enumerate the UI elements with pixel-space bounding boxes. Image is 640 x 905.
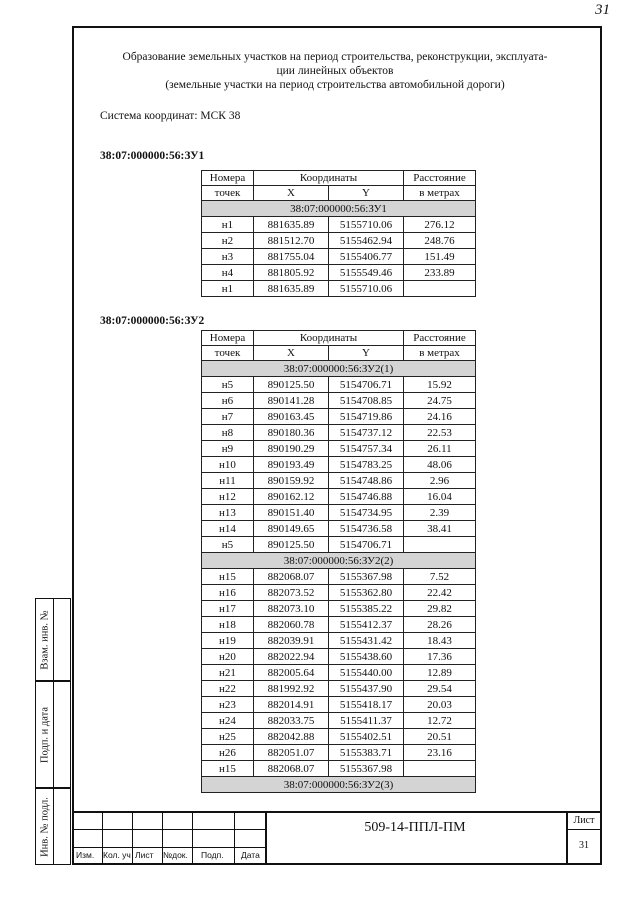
title-block-col-line [132, 811, 133, 865]
point-name: н15 [202, 569, 254, 585]
point-name: н11 [202, 473, 254, 489]
coord-y: 5154734.95 [329, 505, 404, 521]
distance: 18.43 [404, 633, 476, 649]
header-y: Y [329, 346, 404, 361]
table-row [202, 377, 476, 393]
coord-y: 5154706.71 [329, 377, 404, 393]
header-dist: Расстояние [404, 171, 476, 186]
point-name: н21 [202, 665, 254, 681]
header-dist-2: в метрах [404, 186, 476, 201]
coord-x: 881992.92 [254, 681, 329, 697]
table-row [202, 713, 476, 729]
coord-y: 5155431.42 [329, 633, 404, 649]
stamp-inv [35, 788, 71, 865]
coord-y: 5154748.86 [329, 473, 404, 489]
table-row [202, 505, 476, 521]
table-row [202, 745, 476, 761]
header-num-2: точек [202, 346, 254, 361]
distance: 22.53 [404, 425, 476, 441]
heading-line-2: ции линейных объектов [276, 65, 394, 77]
coord-x: 881635.89 [254, 281, 329, 297]
table-row [202, 761, 476, 777]
distance [404, 537, 476, 553]
tb-data-label: Дата [241, 850, 260, 860]
coord-x: 882033.75 [254, 713, 329, 729]
coord-y: 5155549.46 [329, 265, 404, 281]
title-block-col-line [234, 811, 235, 865]
point-name: н13 [202, 505, 254, 521]
coord-x: 881805.92 [254, 265, 329, 281]
header-num: Номера [202, 171, 254, 186]
coord-y: 5155440.00 [329, 665, 404, 681]
coord-x: 882039.91 [254, 633, 329, 649]
table-row [202, 217, 476, 233]
coord-x: 881635.89 [254, 217, 329, 233]
table-row [202, 569, 476, 585]
coordinates-table-zu1 [201, 170, 476, 297]
point-name: н25 [202, 729, 254, 745]
title-block-col-line [192, 811, 193, 865]
coord-y: 5155367.98 [329, 569, 404, 585]
coord-y: 5154746.88 [329, 489, 404, 505]
table-row [202, 617, 476, 633]
distance [404, 281, 476, 297]
table-row [202, 473, 476, 489]
coordinates-table-zu2 [201, 330, 476, 793]
page-number: 31 [595, 2, 610, 18]
coord-y: 5155438.60 [329, 649, 404, 665]
coord-x: 890125.50 [254, 377, 329, 393]
point-name: н3 [202, 249, 254, 265]
table-row [202, 489, 476, 505]
coord-x: 882060.78 [254, 617, 329, 633]
point-name: н19 [202, 633, 254, 649]
point-name: н7 [202, 409, 254, 425]
coord-y: 5155402.51 [329, 729, 404, 745]
tb-kol-label: Кол. уч [103, 850, 131, 860]
table-row [202, 233, 476, 249]
coord-x: 890180.36 [254, 425, 329, 441]
distance: 233.89 [404, 265, 476, 281]
distance: 7.52 [404, 569, 476, 585]
sheet-label: Лист [573, 815, 595, 826]
coord-y: 5154757.34 [329, 441, 404, 457]
coord-x: 881755.04 [254, 249, 329, 265]
distance: 12.89 [404, 665, 476, 681]
parcel-band: 38:07:000000:56:ЗУ1 [202, 201, 476, 217]
coord-x: 882068.07 [254, 761, 329, 777]
table-row [202, 281, 476, 297]
coord-x: 882005.64 [254, 665, 329, 681]
stamp-inv-label: Инв. № подл. [39, 796, 50, 857]
point-name: н22 [202, 681, 254, 697]
point-name: н5 [202, 537, 254, 553]
point-name: н4 [202, 265, 254, 281]
table-row [202, 729, 476, 745]
table-row [202, 649, 476, 665]
point-name: н1 [202, 281, 254, 297]
table-row [202, 697, 476, 713]
title-block-sheet-line [566, 829, 602, 830]
table-row [202, 585, 476, 601]
distance: 38.41 [404, 521, 476, 537]
coord-y: 5154708.85 [329, 393, 404, 409]
distance: 28.26 [404, 617, 476, 633]
point-name: н6 [202, 393, 254, 409]
coord-y: 5155367.98 [329, 761, 404, 777]
distance: 17.36 [404, 649, 476, 665]
point-name: н9 [202, 441, 254, 457]
distance: 20.03 [404, 697, 476, 713]
distance: 12.72 [404, 713, 476, 729]
stamp-podp-label: Подп. и дата [39, 706, 50, 763]
coord-x: 881512.70 [254, 233, 329, 249]
point-name: н2 [202, 233, 254, 249]
coord-y: 5155412.37 [329, 617, 404, 633]
coord-y: 5155411.37 [329, 713, 404, 729]
distance: 29.82 [404, 601, 476, 617]
table-row [202, 537, 476, 553]
parcel-band: 38:07:000000:56:ЗУ2(2) [202, 553, 476, 569]
distance: 16.04 [404, 489, 476, 505]
coord-x: 890162.12 [254, 489, 329, 505]
header-x: X [254, 186, 329, 201]
header-x: X [254, 346, 329, 361]
distance: 24.75 [404, 393, 476, 409]
header-num-2: точек [202, 186, 254, 201]
point-name: н8 [202, 425, 254, 441]
stamp-podp [35, 681, 71, 788]
title-block-top-line [72, 811, 602, 813]
section-title-zu2: 38:07:000000:56:ЗУ2 [100, 315, 205, 327]
distance: 20.51 [404, 729, 476, 745]
coord-x: 890193.49 [254, 457, 329, 473]
coord-y: 5154783.25 [329, 457, 404, 473]
title-block-row-line [72, 847, 265, 848]
point-name: н1 [202, 217, 254, 233]
coord-y: 5154737.12 [329, 425, 404, 441]
coord-x: 882073.52 [254, 585, 329, 601]
table-row [202, 665, 476, 681]
distance: 48.06 [404, 457, 476, 473]
table-row [202, 441, 476, 457]
parcel-band: 38:07:000000:56:ЗУ2(1) [202, 361, 476, 377]
sheet-number: 31 [579, 840, 589, 851]
coord-y: 5155462.94 [329, 233, 404, 249]
coordinate-system: Система координат: МСК 38 [100, 110, 241, 122]
coord-y: 5155437.90 [329, 681, 404, 697]
point-name: н16 [202, 585, 254, 601]
coord-x: 890190.29 [254, 441, 329, 457]
coord-x: 890151.40 [254, 505, 329, 521]
coord-y: 5155362.80 [329, 585, 404, 601]
point-name: н17 [202, 601, 254, 617]
coord-x: 882022.94 [254, 649, 329, 665]
distance [404, 761, 476, 777]
coord-x: 890159.92 [254, 473, 329, 489]
table-row [202, 521, 476, 537]
document-code: 509-14-ППЛ-ПМ [364, 820, 466, 835]
distance: 151.49 [404, 249, 476, 265]
point-name: н5 [202, 377, 254, 393]
point-name: н20 [202, 649, 254, 665]
table-row [202, 633, 476, 649]
coord-y: 5155385.22 [329, 601, 404, 617]
table-row [202, 409, 476, 425]
tb-izm-label: Изм. [76, 850, 95, 860]
point-name: н12 [202, 489, 254, 505]
point-name: н18 [202, 617, 254, 633]
title-block-row-line [72, 829, 265, 830]
point-name: н26 [202, 745, 254, 761]
section-title-zu1: 38:07:000000:56:ЗУ1 [100, 150, 205, 162]
header-num: Номера [202, 331, 254, 346]
stamp-vzam-label: Взам. инв. № [39, 609, 50, 670]
heading-line-3: (земельные участки на период строительства автомобильной дороги) [165, 79, 505, 91]
table-row [202, 601, 476, 617]
tb-list-label: Лист [135, 850, 154, 860]
coord-x: 882073.10 [254, 601, 329, 617]
header-y: Y [329, 186, 404, 201]
coord-x: 890163.45 [254, 409, 329, 425]
distance: 29.54 [404, 681, 476, 697]
stamp-vzam [35, 598, 71, 681]
coord-x: 890141.28 [254, 393, 329, 409]
point-name: н15 [202, 761, 254, 777]
distance: 26.11 [404, 441, 476, 457]
distance: 24.16 [404, 409, 476, 425]
table-row [202, 265, 476, 281]
tb-ndok-label: №док. [163, 850, 188, 860]
header-coords: Координаты [254, 171, 404, 186]
table-row [202, 425, 476, 441]
header-dist: Расстояние [404, 331, 476, 346]
distance: 2.96 [404, 473, 476, 489]
table-row [202, 457, 476, 473]
coord-y: 5155710.06 [329, 281, 404, 297]
coord-y: 5155406.77 [329, 249, 404, 265]
table-row [202, 681, 476, 697]
table-row [202, 393, 476, 409]
coord-y: 5155710.06 [329, 217, 404, 233]
coord-y: 5154719.86 [329, 409, 404, 425]
distance: 22.42 [404, 585, 476, 601]
distance: 2.39 [404, 505, 476, 521]
coord-x: 882068.07 [254, 569, 329, 585]
coord-x: 882042.88 [254, 729, 329, 745]
parcel-band: 38:07:000000:56:ЗУ2(3) [202, 777, 476, 793]
heading-line-1: Образование земельных участков на период строительства, реконструкции, эксплуата- [122, 51, 548, 63]
document-heading [95, 50, 575, 92]
coord-x: 882014.91 [254, 697, 329, 713]
point-name: н23 [202, 697, 254, 713]
point-name: н10 [202, 457, 254, 473]
coord-y: 5154736.58 [329, 521, 404, 537]
distance: 15.92 [404, 377, 476, 393]
coord-x: 890149.65 [254, 521, 329, 537]
coord-y: 5154706.71 [329, 537, 404, 553]
tb-podp-label: Подп. [201, 850, 224, 860]
coord-x: 890125.50 [254, 537, 329, 553]
distance: 248.76 [404, 233, 476, 249]
distance: 276.12 [404, 217, 476, 233]
coord-y: 5155418.17 [329, 697, 404, 713]
distance: 23.16 [404, 745, 476, 761]
point-name: н24 [202, 713, 254, 729]
coord-y: 5155383.71 [329, 745, 404, 761]
header-dist-2: в метрах [404, 346, 476, 361]
header-coords: Координаты [254, 331, 404, 346]
coord-x: 882051.07 [254, 745, 329, 761]
table-row [202, 249, 476, 265]
point-name: н14 [202, 521, 254, 537]
